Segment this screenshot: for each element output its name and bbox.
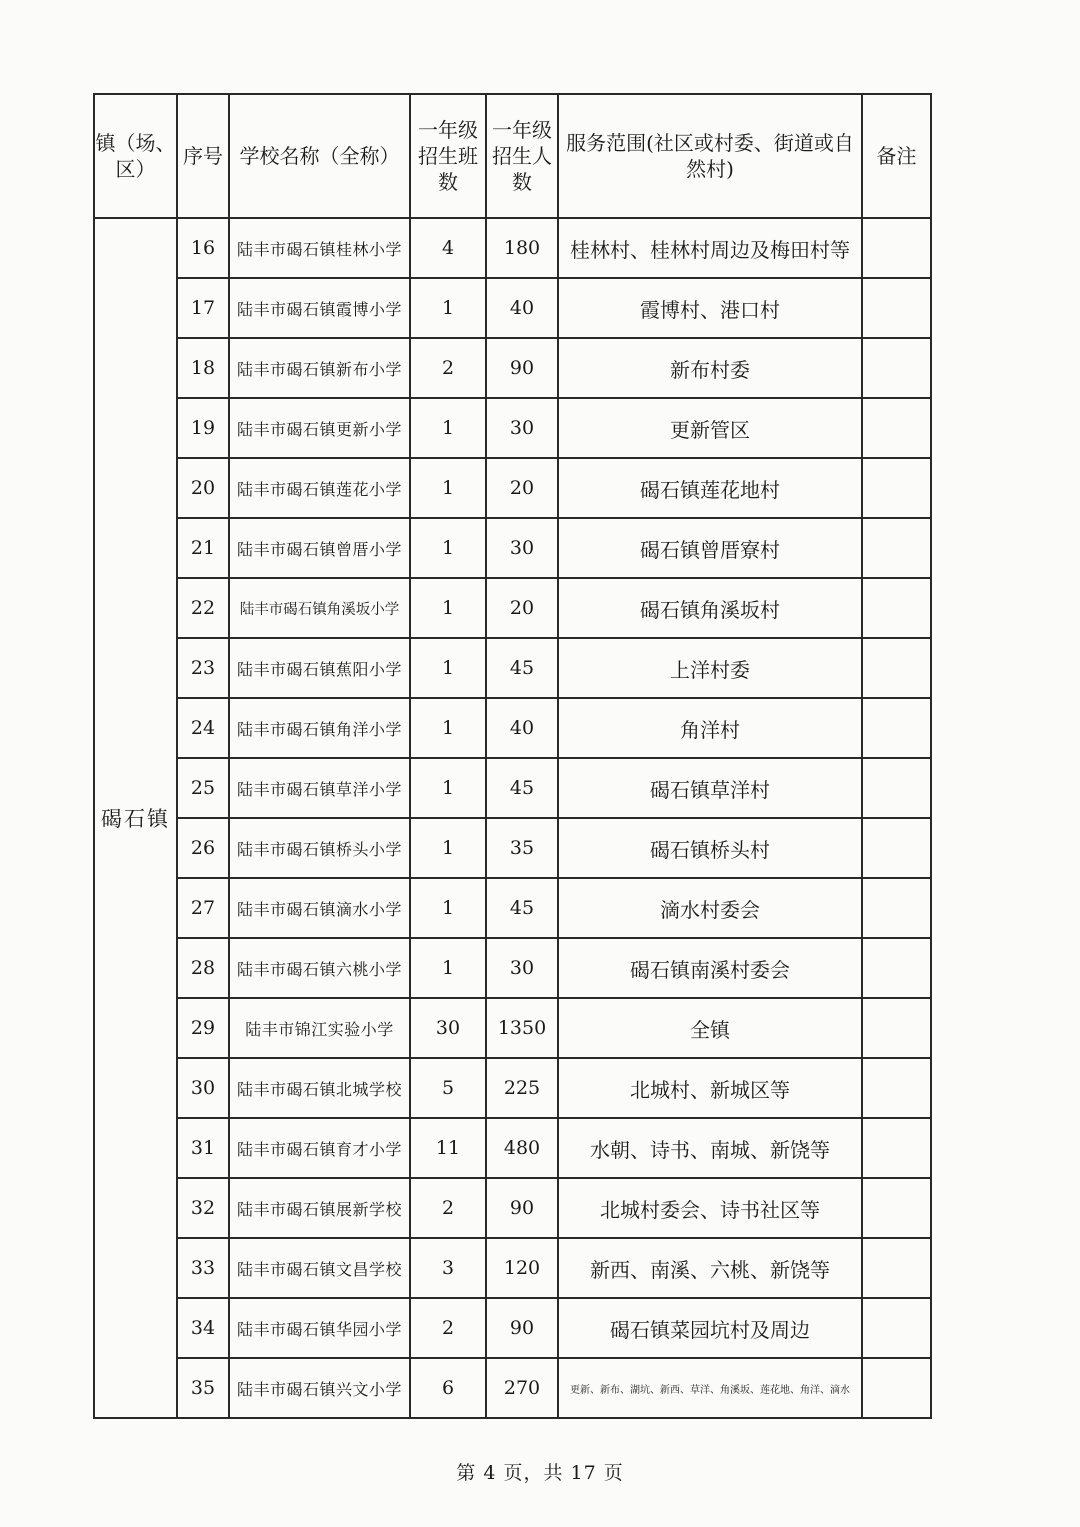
service-area-cell: 碣石镇莲花地村 [558,458,862,518]
student-count-cell: 30 [486,938,558,998]
class-count-cell: 1 [410,638,486,698]
table-body [94,218,931,1418]
class-count-cell: 2 [410,1298,486,1358]
serial-number-cell: 34 [177,1298,229,1358]
header-serial-number: 序号 [177,94,229,218]
serial-number-cell: 28 [177,938,229,998]
student-count-cell: 40 [486,278,558,338]
table-row [94,338,931,398]
serial-number-cell: 27 [177,878,229,938]
class-count-cell: 1 [410,878,486,938]
note-cell [862,938,931,998]
school-name-cell: 陆丰市锦江实验小学 [229,998,410,1058]
school-name-cell: 陆丰市碣石镇桥头小学 [229,818,410,878]
serial-number-cell: 25 [177,758,229,818]
school-name-cell: 陆丰市碣石镇北城学校 [229,1058,410,1118]
school-name-cell: 陆丰市碣石镇兴文小学 [229,1358,410,1418]
table-row [94,278,931,338]
note-cell [862,878,931,938]
service-area-cell: 水朝、诗书、南城、新饶等 [558,1118,862,1178]
serial-number-cell: 18 [177,338,229,398]
service-area-cell: 碣石镇桥头村 [558,818,862,878]
student-count-cell: 120 [486,1238,558,1298]
table-row [94,398,931,458]
note-cell [862,218,931,278]
serial-number-cell: 21 [177,518,229,578]
student-count-cell: 45 [486,638,558,698]
class-count-cell: 2 [410,1178,486,1238]
service-area-cell: 北城村委会、诗书社区等 [558,1178,862,1238]
note-cell [862,1238,931,1298]
serial-number-cell: 33 [177,1238,229,1298]
note-cell [862,818,931,878]
table-row [94,938,931,998]
service-area-cell: 更新、新布、湖坑、新西、草洋、角溪坂、莲花地、角洋、滴水 [558,1358,862,1418]
student-count-cell: 30 [486,518,558,578]
header-school-name: 学校名称（全称） [229,94,410,218]
class-count-cell: 1 [410,938,486,998]
note-cell [862,1058,931,1118]
table-row [94,218,931,278]
service-area-cell: 新西、南溪、六桃、新饶等 [558,1238,862,1298]
serial-number-cell: 19 [177,398,229,458]
class-count-cell: 30 [410,998,486,1058]
serial-number-cell: 16 [177,218,229,278]
service-area-cell: 上洋村委 [558,638,862,698]
table-row [94,518,931,578]
table-row [94,578,931,638]
table-row [94,1058,931,1118]
student-count-cell: 90 [486,1178,558,1238]
table-row [94,638,931,698]
class-count-cell: 1 [410,458,486,518]
class-count-cell: 1 [410,698,486,758]
note-cell [862,278,931,338]
serial-number-cell: 35 [177,1358,229,1418]
service-area-cell: 角洋村 [558,698,862,758]
note-cell [862,638,931,698]
table-row [94,1298,931,1358]
school-name-cell: 陆丰市碣石镇滴水小学 [229,878,410,938]
class-count-cell: 4 [410,218,486,278]
service-area-cell: 碣石镇菜园坑村及周边 [558,1298,862,1358]
serial-number-cell: 24 [177,698,229,758]
serial-number-cell: 31 [177,1118,229,1178]
student-count-cell: 20 [486,458,558,518]
class-count-cell: 6 [410,1358,486,1418]
table-row [94,458,931,518]
service-area-cell: 全镇 [558,998,862,1058]
note-cell [862,338,931,398]
student-count-cell: 90 [486,1298,558,1358]
header-town: 镇（场、区） [94,94,177,218]
school-name-cell: 陆丰市碣石镇草洋小学 [229,758,410,818]
note-cell [862,458,931,518]
class-count-cell: 1 [410,278,486,338]
note-cell [862,698,931,758]
school-name-cell: 陆丰市碣石镇展新学校 [229,1178,410,1238]
serial-number-cell: 23 [177,638,229,698]
serial-number-cell: 22 [177,578,229,638]
student-count-cell: 40 [486,698,558,758]
student-count-cell: 90 [486,338,558,398]
service-area-cell: 桂林村、桂林村周边及梅田村等 [558,218,862,278]
table-row [94,1358,931,1418]
service-area-cell: 滴水村委会 [558,878,862,938]
class-count-cell: 1 [410,578,486,638]
serial-number-cell: 30 [177,1058,229,1118]
school-name-cell: 陆丰市碣石镇更新小学 [229,398,410,458]
school-name-cell: 陆丰市碣石镇华园小学 [229,1298,410,1358]
header-class-count: 一年级招生班数 [410,94,486,218]
student-count-cell: 45 [486,878,558,938]
class-count-cell: 3 [410,1238,486,1298]
note-cell [862,1358,931,1418]
school-name-cell: 陆丰市碣石镇角洋小学 [229,698,410,758]
table-header-row [94,94,931,218]
table-row [94,758,931,818]
school-name-cell: 陆丰市碣石镇角溪坂小学 [229,578,410,638]
town-cell: 碣石镇 [94,218,177,1418]
student-count-cell: 1350 [486,998,558,1058]
page-footer: 第 4 页，共 17 页 [456,1462,624,1484]
school-name-cell: 陆丰市碣石镇六桃小学 [229,938,410,998]
school-name-cell: 陆丰市碣石镇桂林小学 [229,218,410,278]
class-count-cell: 1 [410,398,486,458]
class-count-cell: 2 [410,338,486,398]
school-name-cell: 陆丰市碣石镇莲花小学 [229,458,410,518]
header-service-area: 服务范围(社区或村委、街道或自然村) [558,94,862,218]
school-name-cell: 陆丰市碣石镇曾厝小学 [229,518,410,578]
note-cell [862,398,931,458]
service-area-cell: 碣石镇曾厝寮村 [558,518,862,578]
header-note: 备注 [862,94,931,218]
note-cell [862,998,931,1058]
class-count-cell: 1 [410,518,486,578]
table-row [94,878,931,938]
service-area-cell: 新布村委 [558,338,862,398]
table-row [94,1178,931,1238]
class-count-cell: 1 [410,818,486,878]
serial-number-cell: 32 [177,1178,229,1238]
table-row [94,1238,931,1298]
service-area-cell: 更新管区 [558,398,862,458]
class-count-cell: 11 [410,1118,486,1178]
student-count-cell: 180 [486,218,558,278]
note-cell [862,1118,931,1178]
serial-number-cell: 29 [177,998,229,1058]
table-row [94,998,931,1058]
class-count-cell: 1 [410,758,486,818]
student-count-cell: 30 [486,398,558,458]
school-name-cell: 陆丰市碣石镇育才小学 [229,1118,410,1178]
school-name-cell: 陆丰市碣石镇蕉阳小学 [229,638,410,698]
student-count-cell: 225 [486,1058,558,1118]
student-count-cell: 35 [486,818,558,878]
class-count-cell: 5 [410,1058,486,1118]
service-area-cell: 碣石镇草洋村 [558,758,862,818]
note-cell [862,758,931,818]
header-student-count: 一年级招生人数 [486,94,558,218]
serial-number-cell: 26 [177,818,229,878]
note-cell [862,1178,931,1238]
school-name-cell: 陆丰市碣石镇文昌学校 [229,1238,410,1298]
service-area-cell: 碣石镇南溪村委会 [558,938,862,998]
school-name-cell: 陆丰市碣石镇新布小学 [229,338,410,398]
note-cell [862,518,931,578]
enrollment-table [93,93,932,1419]
table-row [94,818,931,878]
serial-number-cell: 17 [177,278,229,338]
service-area-cell: 碣石镇角溪坂村 [558,578,862,638]
service-area-cell: 霞博村、港口村 [558,278,862,338]
serial-number-cell: 20 [177,458,229,518]
student-count-cell: 20 [486,578,558,638]
table-row [94,698,931,758]
note-cell [862,578,931,638]
student-count-cell: 480 [486,1118,558,1178]
table-row [94,1118,931,1178]
service-area-cell: 北城村、新城区等 [558,1058,862,1118]
school-name-cell: 陆丰市碣石镇霞博小学 [229,278,410,338]
note-cell [862,1298,931,1358]
student-count-cell: 45 [486,758,558,818]
student-count-cell: 270 [486,1358,558,1418]
